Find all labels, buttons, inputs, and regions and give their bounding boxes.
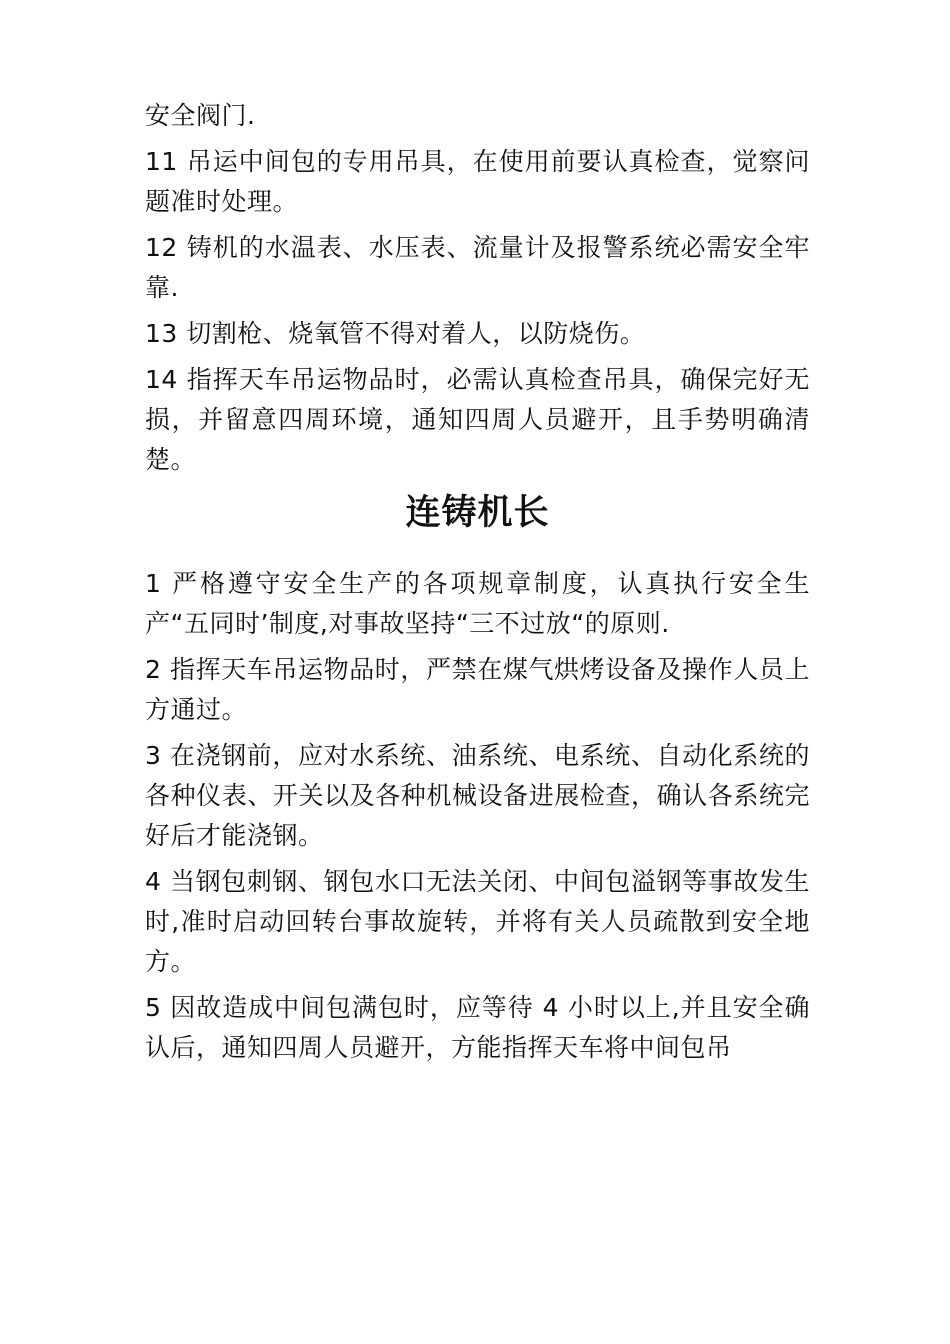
section-item-4: 4 当钢包刺钢、钢包水口无法关闭、中间包溢钢等事故发生时,准时启动回转台事故旋转，并将有关人员疏散到安全地方。 bbox=[145, 867, 810, 976]
section-item-2: 2 指挥天车吊运物品时，严禁在煤气烘烤设备及操作人员上方通过。 bbox=[145, 655, 810, 724]
paragraph-safety-valve: 安全阀门. bbox=[145, 101, 256, 130]
paragraph-item-12: 12 铸机的水温表、水压表、流量计及报警系统必需安全牢靠. bbox=[145, 233, 810, 302]
document-page bbox=[145, 96, 810, 1074]
section-item-5: 5 因故造成中间包满包时，应等待 4 小时以上,并且安全确认后，通知四周人员避开，方能指挥天车将中间包吊 bbox=[145, 993, 810, 1062]
section-item-3: 3 在浇钢前，应对水系统、油系统、电系统、自动化系统的各种仪表、开关以及各种机械设备进展检查，确认各系统完好后才能浇钢。 bbox=[145, 741, 810, 850]
paragraph-item-11: 11 吊运中间包的专用吊具，在使用前要认真检查，觉察问题准时处理。 bbox=[145, 147, 810, 216]
paragraph-item-14: 14 指挥天车吊运物品时，必需认真检查吊具，确保完好无损，并留意四周环境，通知四周人员避开，且手势明确清楚。 bbox=[145, 365, 810, 474]
section-item-1: 1 严格遵守安全生产的各项规章制度，认真执行安全生产“五同时’制度,对事故坚持“三不过放“的原则. bbox=[145, 569, 810, 638]
section-title: 连铸机长 bbox=[405, 493, 550, 533]
paragraph-item-13: 13 切割枪、烧氧管不得对着人，以防烧伤。 bbox=[145, 319, 646, 348]
